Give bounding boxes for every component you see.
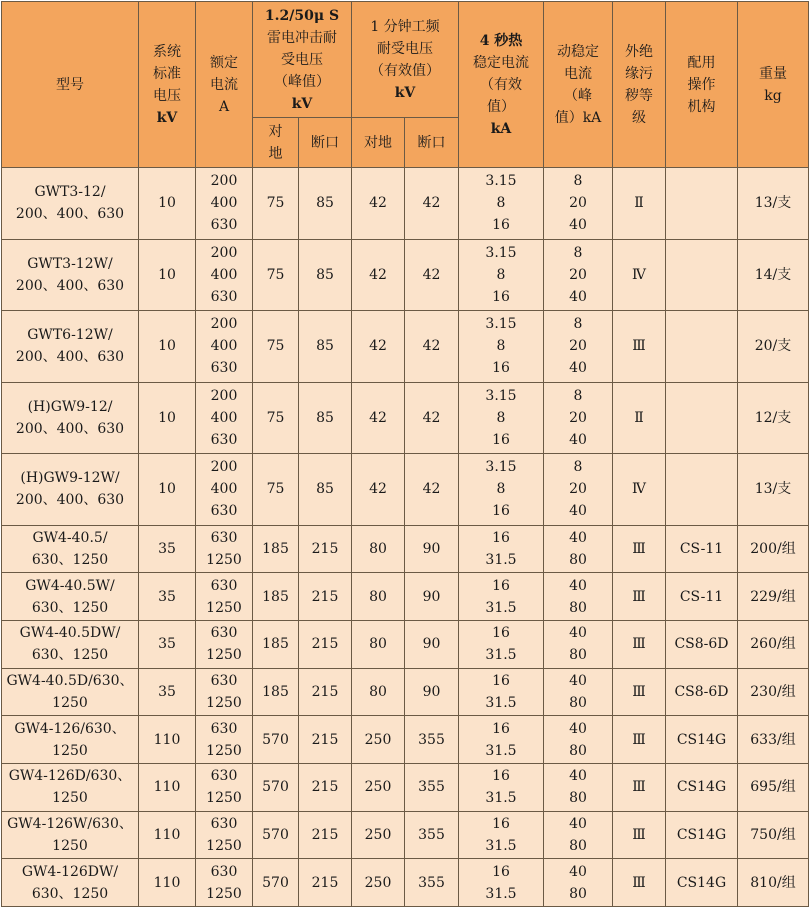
cell-pf-break: 42 xyxy=(405,454,459,526)
header-line: 断口 xyxy=(417,134,446,151)
cell-pf-break: 42 xyxy=(405,168,459,240)
cell-current: 200 400 630 xyxy=(196,382,253,454)
cell-voltage: 35 xyxy=(139,668,196,716)
cell-voltage: 10 xyxy=(139,239,196,311)
header-current xyxy=(196,2,253,168)
cell-current: 630 1250 xyxy=(196,525,253,573)
cell-pf-break: 355 xyxy=(405,859,459,907)
table-row xyxy=(2,573,809,621)
cell-voltage: 35 xyxy=(139,573,196,621)
cell-dynamic-current: 8 20 40 xyxy=(544,382,613,454)
cell-pollution-level: Ⅱ xyxy=(613,168,666,240)
cell-mechanism: CS14G xyxy=(666,811,738,859)
cell-thermal-current: 16 31.5 xyxy=(459,763,544,811)
cell-current: 630 1250 xyxy=(196,620,253,668)
cell-voltage: 10 xyxy=(139,311,196,383)
header-line: 机构 xyxy=(687,98,716,115)
header-line: 稳定电流 xyxy=(473,54,529,71)
cell-lightning-break: 215 xyxy=(299,716,352,764)
cell-pf-break: 355 xyxy=(405,763,459,811)
header-line: 缘污 xyxy=(625,65,653,82)
header-line: 配用 xyxy=(687,54,716,71)
cell-voltage: 110 xyxy=(139,859,196,907)
header-line: kV xyxy=(156,109,178,126)
header-weight xyxy=(738,2,809,168)
cell-lightning-ground: 185 xyxy=(253,668,299,716)
cell-model: GWT6-12W/ 200、400、630 xyxy=(2,311,139,383)
cell-pollution-level: Ⅲ xyxy=(613,620,666,668)
header-line: 值） xyxy=(487,98,515,115)
cell-pf-ground: 80 xyxy=(352,573,405,621)
header-line: 额定 xyxy=(210,54,238,71)
cell-weight: 20/支 xyxy=(738,311,809,383)
cell-lightning-ground: 75 xyxy=(253,311,299,383)
cell-model: GW4-40.5DW/ 630、1250 xyxy=(2,620,139,668)
cell-lightning-ground: 75 xyxy=(253,382,299,454)
cell-voltage: 110 xyxy=(139,716,196,764)
cell-pollution-level: Ⅲ xyxy=(613,668,666,716)
cell-current: 630 1250 xyxy=(196,716,253,764)
header-line: 对地 xyxy=(364,134,392,151)
header-line: （峰值） xyxy=(274,73,330,90)
cell-model: (H)GW9-12W/ 200、400、630 xyxy=(2,454,139,526)
table-row xyxy=(2,859,809,907)
cell-lightning-break: 215 xyxy=(299,573,352,621)
cell-mechanism xyxy=(666,239,738,311)
cell-lightning-ground: 75 xyxy=(253,454,299,526)
cell-weight: 13/支 xyxy=(738,168,809,240)
cell-voltage: 10 xyxy=(139,382,196,454)
cell-pf-ground: 42 xyxy=(352,454,405,526)
cell-dynamic-current: 40 80 xyxy=(544,620,613,668)
cell-pf-ground: 42 xyxy=(352,382,405,454)
cell-pollution-level: Ⅲ xyxy=(613,525,666,573)
cell-dynamic-current: 40 80 xyxy=(544,525,613,573)
header-voltage xyxy=(139,2,196,168)
cell-lightning-ground: 185 xyxy=(253,573,299,621)
table-row xyxy=(2,811,809,859)
table-row xyxy=(2,620,809,668)
cell-lightning-break: 85 xyxy=(299,311,352,383)
cell-dynamic-current: 40 80 xyxy=(544,668,613,716)
cell-mechanism: CS-11 xyxy=(666,573,738,621)
cell-dynamic-current: 40 80 xyxy=(544,811,613,859)
cell-model: GWT3-12W/ 200、400、630 xyxy=(2,239,139,311)
header-model xyxy=(2,2,139,168)
header-line: 1 分钟工频 xyxy=(370,18,440,35)
cell-current: 200 400 630 xyxy=(196,168,253,240)
cell-model: GW4-40.5/ 630、1250 xyxy=(2,525,139,573)
table-row xyxy=(2,168,809,240)
cell-pollution-level: Ⅳ xyxy=(613,239,666,311)
cell-thermal-current: 16 31.5 xyxy=(459,859,544,907)
cell-pf-break: 42 xyxy=(405,239,459,311)
header-line: （有效 xyxy=(480,76,522,93)
cell-weight: 13/支 xyxy=(738,454,809,526)
header-line: 电流 xyxy=(564,65,592,82)
cell-mechanism: CS14G xyxy=(666,716,738,764)
header-line: 系统 xyxy=(153,43,181,60)
header-line: 型号 xyxy=(56,76,84,93)
cell-pollution-level: Ⅳ xyxy=(613,454,666,526)
cell-pf-ground: 80 xyxy=(352,525,405,573)
header-pollution-level xyxy=(613,2,666,168)
header-line: 地 xyxy=(268,145,283,162)
header-dynamic-current xyxy=(544,2,613,168)
cell-lightning-break: 85 xyxy=(299,382,352,454)
header-line: （有效值） xyxy=(370,62,440,79)
header-lightning-impulse xyxy=(253,2,352,118)
cell-lightning-ground: 570 xyxy=(253,811,299,859)
cell-weight: 230/组 xyxy=(738,668,809,716)
cell-pf-break: 90 xyxy=(405,668,459,716)
cell-lightning-ground: 185 xyxy=(253,620,299,668)
cell-weight: 14/支 xyxy=(738,239,809,311)
cell-model: (H)GW9-12/ 200、400、630 xyxy=(2,382,139,454)
cell-pf-break: 42 xyxy=(405,311,459,383)
cell-thermal-current: 16 31.5 xyxy=(459,668,544,716)
cell-pf-ground: 250 xyxy=(352,763,405,811)
cell-pf-ground: 42 xyxy=(352,311,405,383)
cell-pf-ground: 250 xyxy=(352,716,405,764)
cell-weight: 810/组 xyxy=(738,859,809,907)
table-row xyxy=(2,382,809,454)
table-row xyxy=(2,454,809,526)
cell-mechanism xyxy=(666,168,738,240)
cell-mechanism: CS8-6D xyxy=(666,620,738,668)
cell-dynamic-current: 40 80 xyxy=(544,859,613,907)
cell-lightning-ground: 75 xyxy=(253,168,299,240)
cell-weight: 750/组 xyxy=(738,811,809,859)
cell-pollution-level: Ⅱ xyxy=(613,382,666,454)
cell-lightning-ground: 570 xyxy=(253,716,299,764)
table-body xyxy=(2,168,809,907)
cell-pollution-level: Ⅲ xyxy=(613,716,666,764)
cell-pf-break: 90 xyxy=(405,620,459,668)
cell-mechanism xyxy=(666,454,738,526)
cell-thermal-current: 16 31.5 xyxy=(459,620,544,668)
cell-model: GW4-40.5W/ 630、1250 xyxy=(2,573,139,621)
cell-thermal-current: 3.15 8 16 xyxy=(459,454,544,526)
cell-mechanism: CS14G xyxy=(666,859,738,907)
header-line: 电流 xyxy=(210,76,238,93)
table-row xyxy=(2,525,809,573)
subheader-lightning-ground xyxy=(253,118,299,168)
cell-lightning-break: 215 xyxy=(299,763,352,811)
cell-dynamic-current: 8 20 40 xyxy=(544,454,613,526)
table-row xyxy=(2,668,809,716)
cell-lightning-ground: 185 xyxy=(253,525,299,573)
header-line: kA xyxy=(490,120,512,137)
header-thermal-current xyxy=(459,2,544,168)
cell-current: 200 400 630 xyxy=(196,311,253,383)
cell-voltage: 110 xyxy=(139,811,196,859)
table-row xyxy=(2,311,809,383)
cell-pollution-level: Ⅲ xyxy=(613,859,666,907)
cell-lightning-break: 215 xyxy=(299,620,352,668)
cell-weight: 200/组 xyxy=(738,525,809,573)
cell-pf-break: 355 xyxy=(405,716,459,764)
header-line: 动稳定 xyxy=(557,43,599,60)
header-line: kg xyxy=(764,87,782,104)
cell-current: 630 1250 xyxy=(196,668,253,716)
cell-mechanism: CS-11 xyxy=(666,525,738,573)
cell-lightning-ground: 570 xyxy=(253,859,299,907)
cell-pf-break: 355 xyxy=(405,811,459,859)
subheader-lightning-break xyxy=(299,118,352,168)
cell-voltage: 35 xyxy=(139,620,196,668)
header-line: A xyxy=(218,98,230,115)
cell-pf-break: 42 xyxy=(405,382,459,454)
cell-mechanism: CS8-6D xyxy=(666,668,738,716)
cell-dynamic-current: 8 20 40 xyxy=(544,239,613,311)
header-line: 标准 xyxy=(153,65,181,82)
table-row xyxy=(2,716,809,764)
cell-weight: 633/组 xyxy=(738,716,809,764)
cell-pollution-level: Ⅲ xyxy=(613,811,666,859)
cell-dynamic-current: 40 80 xyxy=(544,716,613,764)
table-header xyxy=(2,2,809,168)
header-power-frequency xyxy=(352,2,459,118)
cell-pf-ground: 42 xyxy=(352,168,405,240)
cell-pf-ground: 250 xyxy=(352,859,405,907)
cell-pf-ground: 250 xyxy=(352,811,405,859)
cell-dynamic-current: 8 20 40 xyxy=(544,311,613,383)
table-row xyxy=(2,239,809,311)
cell-current: 200 400 630 xyxy=(196,239,253,311)
cell-pollution-level: Ⅲ xyxy=(613,573,666,621)
cell-thermal-current: 3.15 8 16 xyxy=(459,168,544,240)
subheader-pf-ground xyxy=(352,118,405,168)
header-line: 4 秒热 xyxy=(479,32,523,49)
cell-mechanism: CS14G xyxy=(666,763,738,811)
header-line: 耐受电压 xyxy=(377,40,433,57)
header-line: kV xyxy=(394,84,416,101)
cell-weight: 12/支 xyxy=(738,382,809,454)
cell-thermal-current: 16 31.5 xyxy=(459,716,544,764)
table-row xyxy=(2,763,809,811)
cell-lightning-break: 85 xyxy=(299,454,352,526)
cell-model: GW4-126DW/ 630、1250 xyxy=(2,859,139,907)
cell-lightning-break: 215 xyxy=(299,668,352,716)
cell-voltage: 10 xyxy=(139,454,196,526)
spec-table xyxy=(1,1,809,907)
cell-weight: 229/组 xyxy=(738,573,809,621)
cell-current: 630 1250 xyxy=(196,573,253,621)
cell-thermal-current: 3.15 8 16 xyxy=(459,382,544,454)
header-line: 断口 xyxy=(311,134,339,151)
cell-pollution-level: Ⅲ xyxy=(613,311,666,383)
header-line: 电压 xyxy=(153,87,181,104)
cell-dynamic-current: 8 20 40 xyxy=(544,168,613,240)
cell-pf-break: 90 xyxy=(405,573,459,621)
cell-model: GWT3-12/ 200、400、630 xyxy=(2,168,139,240)
cell-thermal-current: 16 31.5 xyxy=(459,573,544,621)
cell-current: 630 1250 xyxy=(196,859,253,907)
cell-weight: 260/组 xyxy=(738,620,809,668)
cell-model: GW4-126W/630、 1250 xyxy=(2,811,139,859)
header-line: 对 xyxy=(268,123,283,140)
cell-mechanism xyxy=(666,311,738,383)
cell-dynamic-current: 40 80 xyxy=(544,573,613,621)
subheader-pf-break xyxy=(405,118,459,168)
cell-lightning-ground: 570 xyxy=(253,763,299,811)
header-line: （峰 xyxy=(564,87,592,104)
cell-model: GW4-126D/630、 1250 xyxy=(2,763,139,811)
cell-voltage: 35 xyxy=(139,525,196,573)
cell-thermal-current: 16 31.5 xyxy=(459,525,544,573)
header-line: 外绝 xyxy=(625,43,653,60)
cell-lightning-break: 215 xyxy=(299,525,352,573)
header-line: 1.2/50μ S xyxy=(264,7,340,24)
cell-current: 200 400 630 xyxy=(196,454,253,526)
cell-model: GW4-40.5D/630、 1250 xyxy=(2,668,139,716)
header-line: 重量 xyxy=(759,65,787,82)
cell-voltage: 110 xyxy=(139,763,196,811)
cell-thermal-current: 3.15 8 16 xyxy=(459,239,544,311)
cell-lightning-ground: 75 xyxy=(253,239,299,311)
cell-pf-ground: 80 xyxy=(352,668,405,716)
header-line: kV xyxy=(291,95,313,112)
header-line: 值）kA xyxy=(554,109,602,126)
header-line: 雷电冲击耐 xyxy=(267,29,337,46)
header-line: 秽等 xyxy=(625,87,653,104)
cell-lightning-break: 215 xyxy=(299,811,352,859)
cell-thermal-current: 16 31.5 xyxy=(459,811,544,859)
cell-current: 630 1250 xyxy=(196,763,253,811)
cell-pf-ground: 42 xyxy=(352,239,405,311)
cell-lightning-break: 85 xyxy=(299,239,352,311)
header-line: 受电压 xyxy=(281,51,323,68)
cell-pollution-level: Ⅲ xyxy=(613,763,666,811)
header-line: 操作 xyxy=(687,76,716,93)
cell-weight: 695/组 xyxy=(738,763,809,811)
header-line: 级 xyxy=(632,109,646,126)
cell-current: 630 1250 xyxy=(196,811,253,859)
cell-model: GW4-126/630、 1250 xyxy=(2,716,139,764)
header-mechanism xyxy=(666,2,738,168)
cell-mechanism xyxy=(666,382,738,454)
cell-voltage: 10 xyxy=(139,168,196,240)
cell-lightning-break: 215 xyxy=(299,859,352,907)
cell-pf-break: 90 xyxy=(405,525,459,573)
cell-thermal-current: 3.15 8 16 xyxy=(459,311,544,383)
cell-lightning-break: 85 xyxy=(299,168,352,240)
cell-dynamic-current: 40 80 xyxy=(544,763,613,811)
cell-pf-ground: 80 xyxy=(352,620,405,668)
